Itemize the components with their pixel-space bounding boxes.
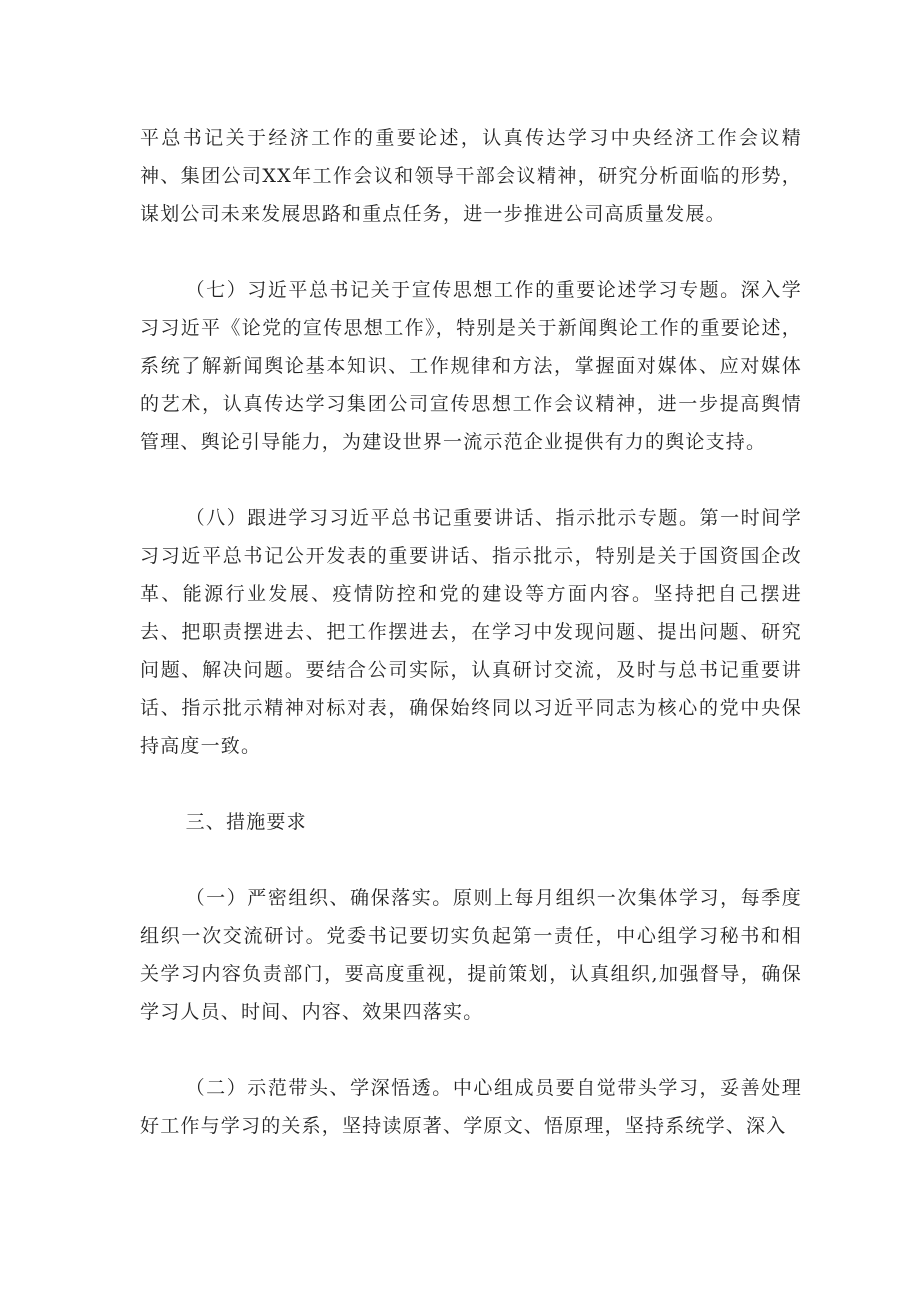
paragraph-propaganda-topic: （七）习近平总书记关于宣传思想工作的重要论述学习专题。深入学习习近平《论党的宣传思想工作》，特别是关于新闻舆论工作的重要论述，系统了解新闻舆论基本知识、工作规律和方法，掌握面对媒体、应对媒体的艺术，认真传达学习集团公司宣传思想工作会议精神，进一步提高舆情管理、舆论引导能力，为建设世界一流示范企业提供有力的舆论支持。 (140, 279, 802, 453)
paragraph-speech-topic: （八）跟进学习习近平总书记重要讲话、指示批示专题。第一时间学习习近平总书记公开发表的重要讲话、指示批示，特别是关于国资国企改革、能源行业发展、疫情防控和党的建设等方面内容。坚持把自己摆进去、把职责摆进去、把工作摆进去，在学习中发现问题、提出问题、研究问题、解决问题。要结合公司实际，认真研讨交流，及时与总书记重要讲话、指示批示精神对标对表，确保始终同以习近平同志为核心的党中央保持高度一致。 (140, 507, 802, 757)
paragraph-measure-organize: （一）严密组织、确保落实。原则上每月组织一次集体学习，每季度组织一次交流研讨。党委书记要切实负起第一责任，中心组学习秘书和相关学习内容负责部门，要高度重视，提前策划，认真组织,加强督导，确保学习人员、时间、内容、效果四落实。 (140, 887, 802, 1023)
paragraph-economic-work: 平总书记关于经济工作的重要论述，认真传达学习中央经济工作会议精神、集团公司XX年工作会议和领导干部会议精神，研究分析面临的形势，谋划公司未来发展思路和重点任务，进一步推进公司高质量发展。 (140, 127, 802, 225)
document-body (140, 119, 802, 1145)
paragraph-measure-lead: （二）示范带头、学深悟透。中心组成员要自觉带头学习，妥善处理好工作与学习的关系，坚持读原著、学原文、悟原理，坚持系统学、深入 (140, 1077, 802, 1137)
section-heading-measures: 三、措施要求 (185, 811, 307, 833)
